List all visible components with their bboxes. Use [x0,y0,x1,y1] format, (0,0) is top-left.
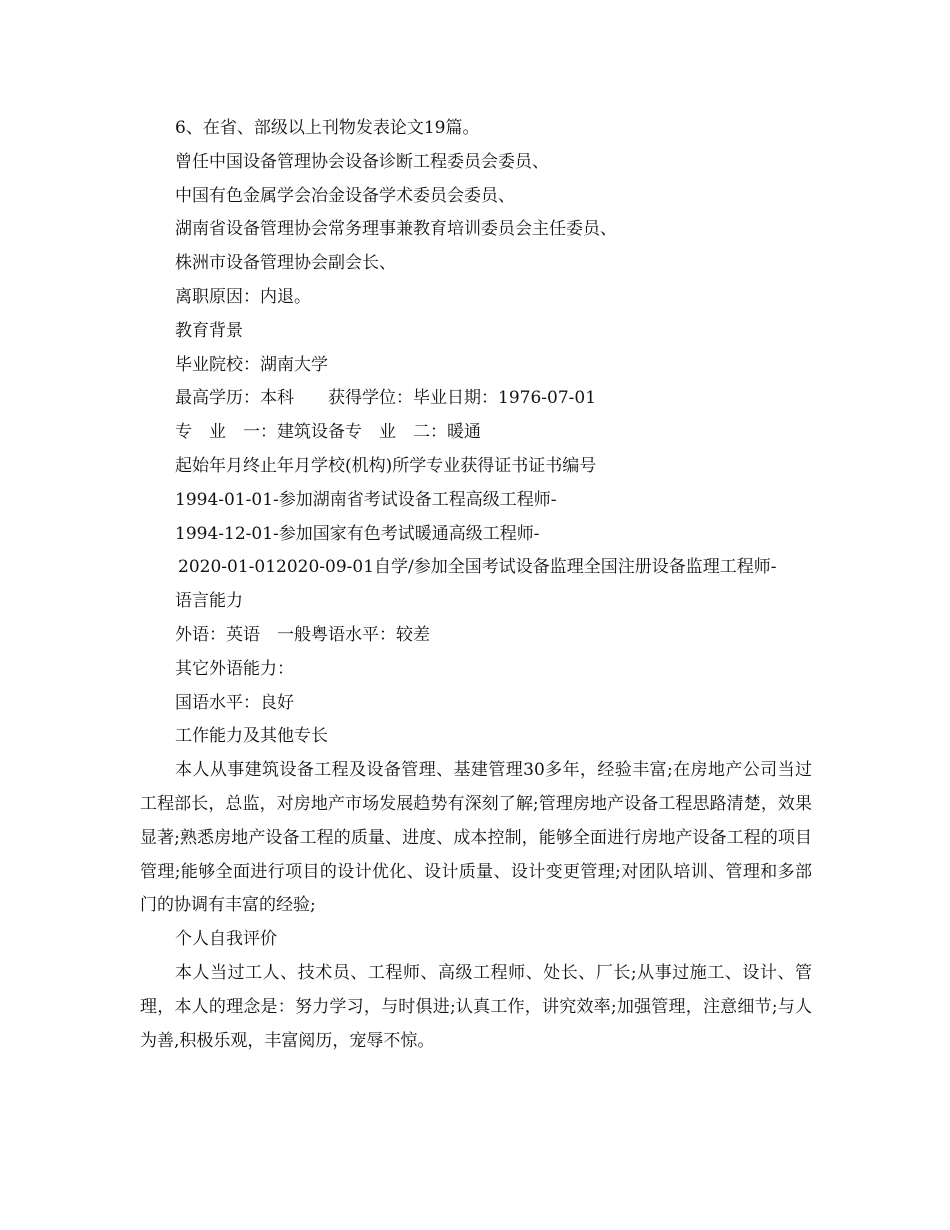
section-heading-language: 语言能力 [175,591,243,612]
section-heading-self-evaluation: 个人自我评价 [175,929,277,950]
text-line: 曾任中国设备管理协会设备诊断工程委员会委员、 [175,151,549,172]
certificate-paragraph: 2020-01-012020-09-01自学/参加全国考试设备监理全国注册设备监理工程师- [178,557,777,578]
text-line: 外语：英语 一般粤语水平：较差 [175,624,430,645]
text-line: 国语水平：良好 [175,692,294,713]
text-line: 6、在省、部级以上刊物发表论文19篇。 [175,118,480,138]
text-line: 株洲市设备管理协会副会长、 [175,253,396,274]
text-line: 中国有色金属学会冶金设备学术委员会委员、 [175,185,515,206]
text-line: 最高学历：本科 获得学位：毕业日期：1976-07-01 [175,388,597,409]
text-line: 湖南省设备管理协会常务理事兼教育培训委员会主任委员、 [175,219,617,240]
text-line: 其它外语能力： [175,658,294,679]
document-page [140,112,812,1058]
text-line: 离职原因：内退。 [175,286,311,307]
text-line: 专 业 一：建筑设备专 业 二：暖通 [175,422,481,443]
text-line: 1994-01-01-参加湖南省考试设备工程高级工程师- [175,489,557,510]
section-heading-education: 教育背景 [175,320,243,341]
text-line: 1994-12-01-参加国家有色考试暖通高级工程师- [175,523,540,544]
section-heading-work-ability: 工作能力及其他专长 [175,726,328,747]
self-evaluation-paragraph: 本人当过工人、技术员、工程师、高级工程师、处长、厂长;从事过施工、设计、管理，本人的理念是：努力学习，与时俱进;认真工作，讲究效率;加强管理，注意细节;与人为善,积极乐观，丰富阅历，宠辱不惊。 [140,962,812,1051]
work-ability-paragraph: 本人从事建筑设备工程及设备管理、基建管理30多年，经验丰富;在房地产公司当过工程部长，总监，对房地产市场发展趋势有深刻了解;管理房地产设备工程思路清楚，效果显著;熟悉房地产设备工程的质量、进度、成本控制，能够全面进行房地产设备工程的项目管理;能够全面进行项目的设计优化、设计质量、设计变更管理;对团队培训、管理和多部门的协调有丰富的经验; [140,760,812,916]
text-line: 毕业院校：湖南大学 [175,354,328,375]
text-line: 起始年月终止年月学校(机构)所学专业获得证书证书编号 [175,455,597,476]
